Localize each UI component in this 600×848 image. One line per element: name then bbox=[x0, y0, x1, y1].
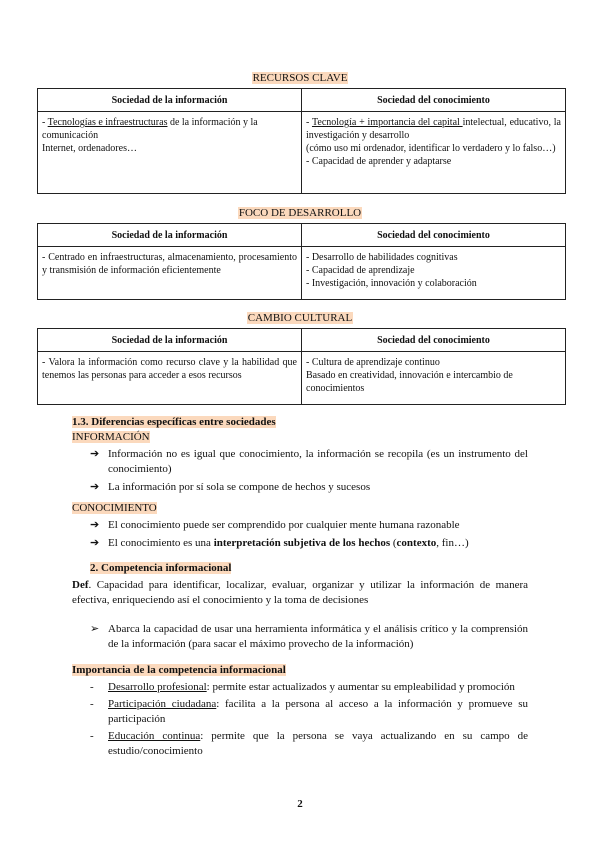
header-sociedad-conocimiento: Sociedad del conocimiento bbox=[302, 89, 566, 112]
list-item: ➔ Información no es igual que conocimiento, la información se recopila (es un instrumento del conocimiento) bbox=[90, 448, 528, 475]
section-diferencias bbox=[72, 415, 528, 551]
table-foco bbox=[37, 223, 566, 300]
header-sociedad-conocimiento: Sociedad del conocimiento bbox=[302, 329, 566, 352]
cell-info: - Tecnologías e infraestructuras de la información y la comunicación Internet, ordenadores… bbox=[38, 112, 302, 194]
definition: Def. Capacidad para identificar, localizar, evaluar, organizar y utilizar la información de manera efectiva, enriqueciendo así el conocimiento y la toma de decisiones bbox=[72, 579, 528, 606]
table-cambio bbox=[37, 328, 566, 405]
list-item: - Desarrollo profesional: permite estar actualizados y aumentar su empleabilidad y promoción bbox=[90, 681, 515, 693]
header-sociedad-informacion: Sociedad de la información bbox=[38, 89, 302, 112]
arrow-icon: ➔ bbox=[90, 519, 100, 531]
cell-conocimiento: - Cultura de aprendizaje continuo Basado en creatividad, innovación e intercambio de conocimientos bbox=[302, 352, 566, 405]
list-item: ➔ La información por sí sola se compone de hechos y sucesos bbox=[90, 481, 371, 493]
section-title-foco: FOCO DE DESARROLLO bbox=[238, 207, 362, 219]
header-sociedad-informacion: Sociedad de la información bbox=[38, 224, 302, 247]
section-title-cambio: CAMBIO CULTURAL bbox=[247, 312, 353, 324]
list-item: - Educación continua: permite que la persona se vaya actualizando en su campo de estudio/conocimiento bbox=[90, 730, 528, 757]
list-item: - Participación ciudadana: facilita a la persona al acceso a la información y promueve su participación bbox=[90, 698, 529, 725]
label-conocimiento: CONOCIMIENTO bbox=[72, 502, 157, 514]
section-title-recursos: RECURSOS CLAVE bbox=[252, 72, 348, 84]
arrow-icon: ➔ bbox=[90, 448, 100, 460]
header-sociedad-informacion: Sociedad de la información bbox=[38, 329, 302, 352]
cell-conocimiento: - Tecnología + importancia del capital intelectual, educativo, la investigación y desarrollo (cómo uso mi ordenador, identificar lo verdadero y lo falso…) - Capacidad de aprender y adaptarse bbox=[302, 112, 566, 194]
header-sociedad-conocimiento: Sociedad del conocimiento bbox=[302, 224, 566, 247]
cell-info: - Valora la información como recurso clave y la habilidad que tenemos las personas para acceder a esos recursos bbox=[38, 352, 302, 405]
section-importancia bbox=[72, 663, 528, 759]
cell-info: - Centrado en infraestructuras, almacenamiento, procesamiento y transmisión de información eficientemente bbox=[38, 247, 302, 300]
cell-conocimiento: - Desarrollo de habilidades cognitivas - Capacidad de aprendizaje - Investigación, innovación y colaboración bbox=[302, 247, 566, 300]
list-item: ➔ El conocimiento puede ser comprendido por cualquier mente humana razonable bbox=[90, 519, 460, 531]
chevron-right-icon: ➢ bbox=[90, 623, 100, 635]
label-informacion: INFORMACIÓN bbox=[72, 431, 150, 443]
arrow-icon: ➔ bbox=[90, 537, 100, 549]
heading-importancia: Importancia de la competencia informacional bbox=[72, 664, 286, 676]
table-recursos bbox=[37, 88, 566, 194]
heading-competencia: 2. Competencia informacional bbox=[90, 562, 232, 574]
page-number: 2 bbox=[297, 798, 303, 810]
heading-diferencias: 1.3. Diferencias específicas entre sociedades bbox=[72, 416, 276, 428]
list-item: ➢ Abarca la capacidad de usar una herramienta informática y el análisis crítico y la comprensión de la información (para sacar el máximo provecho de la información) bbox=[90, 623, 528, 650]
section-competencia bbox=[72, 561, 528, 652]
arrow-icon: ➔ bbox=[90, 481, 100, 493]
list-item: ➔ El conocimiento es una interpretación subjetiva de los hechos (contexto, fin…) bbox=[90, 537, 469, 549]
